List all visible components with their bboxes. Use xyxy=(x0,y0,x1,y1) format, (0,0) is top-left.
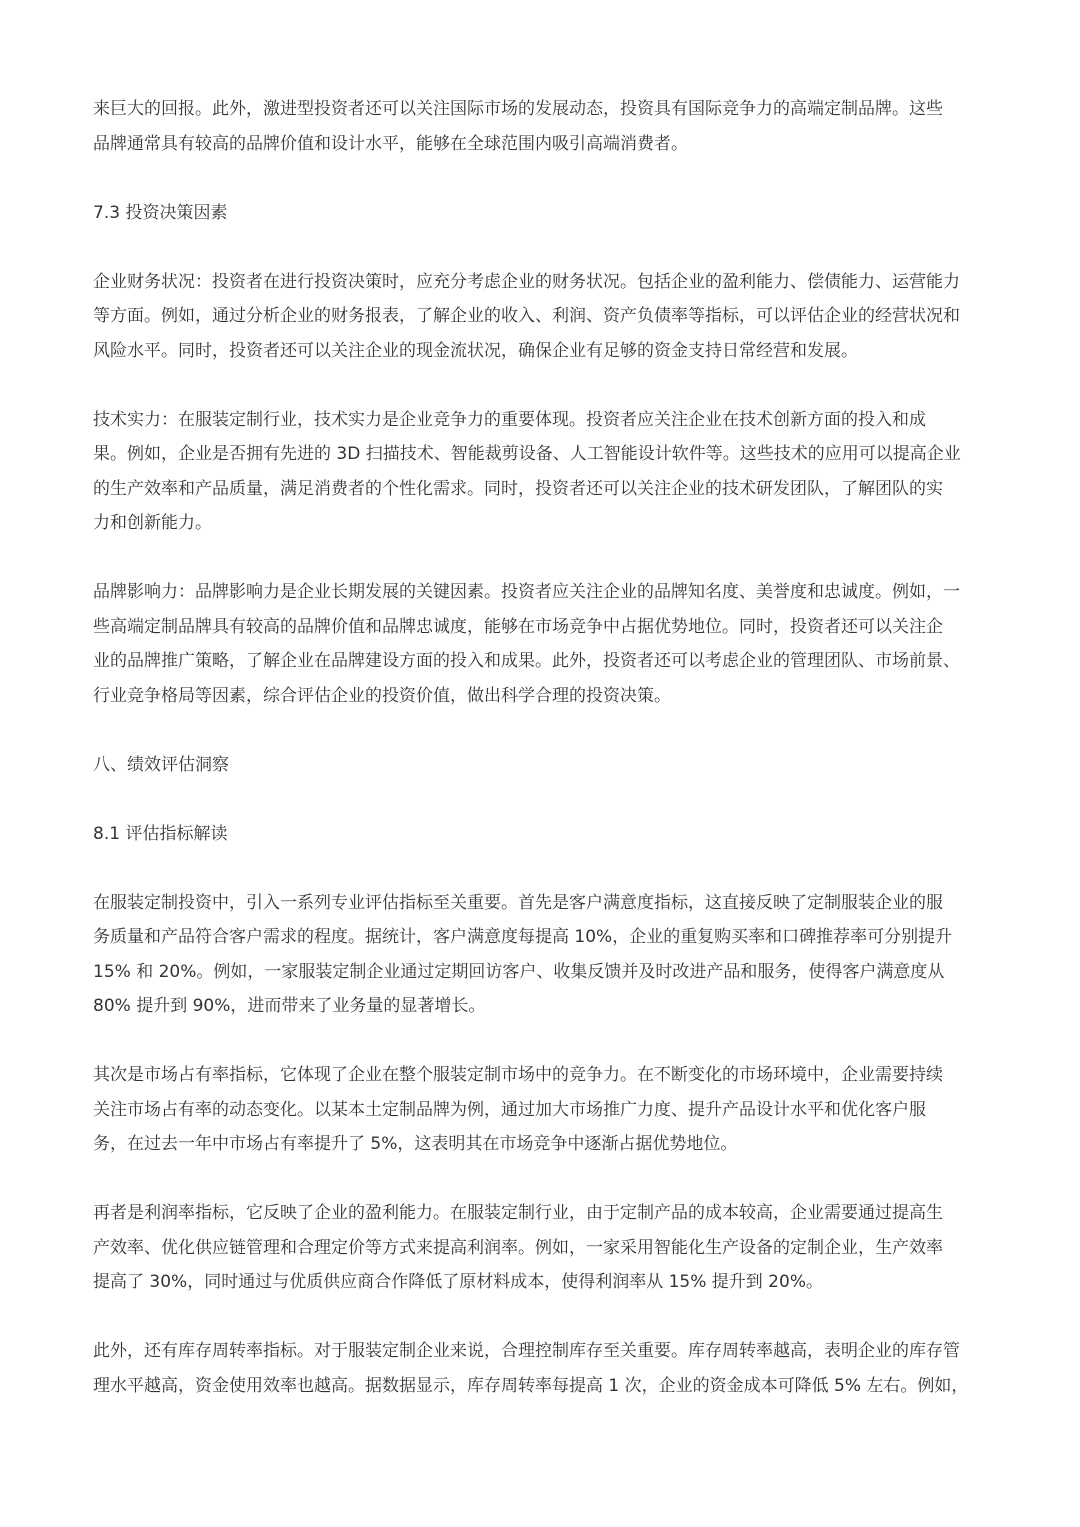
text-line: 的生产效率和产品质量，满足消费者的个性化需求。同时，投资者还可以关注企业的技术研发团队，了解团队的实 xyxy=(93,478,943,499)
text-line: 在服装定制投资中，引入一系列专业评估指标至关重要。首先是客户满意度指标，这直接反映了定制服装企业的服 xyxy=(93,892,943,913)
paragraph-financial-status xyxy=(93,265,993,369)
chapter-heading-8: 八、绩效评估洞察 xyxy=(93,754,229,775)
paragraph-technical-strength xyxy=(93,403,993,541)
section-heading-8-1: 8.1 评估指标解读 xyxy=(93,823,228,844)
text-line: 风险水平。同时，投资者还可以关注企业的现金流状况，确保企业有足够的资金支持日常经营和发展。 xyxy=(93,340,858,361)
text-line: 等方面。例如，通过分析企业的财务报表，了解企业的收入、利润、资产负债率等指标，可以评估企业的经营状况和 xyxy=(93,306,960,326)
paragraph-customer-satisfaction xyxy=(93,886,993,1024)
text-line: 务，在过去一年中市场占有率提升了 5%，这表明其在市场竞争中逐渐占据优势地位。 xyxy=(93,1134,738,1154)
text-line: 技术实力：在服装定制行业，技术实力是企业竞争力的重要体现。投资者应关注企业在技术创新方面的投入和成 xyxy=(93,409,926,430)
paragraph-inventory-turnover xyxy=(93,1334,993,1403)
text-line: 品牌影响力：品牌影响力是企业长期发展的关键因素。投资者应关注企业的品牌知名度、美誉度和忠诚度。例如，一 xyxy=(93,582,960,602)
text-line: 果。例如，企业是否拥有先进的 3D 扫描技术、智能裁剪设备、人工智能设计软件等。这些技术的应用可以提高企业 xyxy=(93,444,961,464)
text-line: 提高了 30%，同时通过与优质供应商合作降低了原材料成本，使得利润率从 15% 提升到 20%。 xyxy=(93,1272,823,1292)
text-line: 些高端定制品牌具有较高的品牌价值和品牌忠诚度，能够在市场竞争中占据优势地位。同时，投资者还可以关注企 xyxy=(93,616,943,637)
text-line: 再者是利润率指标，它反映了企业的盈利能力。在服装定制行业，由于定制产品的成本较高，企业需要通过提高生 xyxy=(93,1203,943,1223)
text-line: 理水平越高，资金使用效率也越高。据数据显示，库存周转率每提高 1 次，企业的资金成本可降低 5% 左右。例如， xyxy=(93,1375,969,1396)
text-line: 企业财务状况：投资者在进行投资决策时，应充分考虑企业的财务状况。包括企业的盈利能力、偿债能力、运营能力 xyxy=(93,271,960,292)
paragraph-intro-continuation xyxy=(93,92,993,161)
text-line: 产效率、优化供应链管理和合理定价等方式来提高利润率。例如，一家采用智能化生产设备的定制企业，生产效率 xyxy=(93,1237,943,1258)
paragraph-profit-margin xyxy=(93,1196,993,1300)
text-line: 业的品牌推广策略，了解企业在品牌建设方面的投入和成果。此外，投资者还可以考虑企业的管理团队、市场前景、 xyxy=(93,651,960,671)
text-line: 品牌通常具有较高的品牌价值和设计水平，能够在全球范围内吸引高端消费者。 xyxy=(93,133,688,154)
text-line: 80% 提升到 90%，进而带来了业务量的显著增长。 xyxy=(93,996,486,1016)
text-line: 力和创新能力。 xyxy=(93,513,212,533)
paragraph-brand-influence xyxy=(93,575,993,713)
text-line: 行业竞争格局等因素，综合评估企业的投资价值，做出科学合理的投资决策。 xyxy=(93,685,671,706)
text-line: 15% 和 20%。例如，一家服装定制企业通过定期回访客户、收集反馈并及时改进产品和服务，使得客户满意度从 xyxy=(93,961,945,982)
text-line: 来巨大的回报。此外，激进型投资者还可以关注国际市场的发展动态，投资具有国际竞争力的高端定制品牌。这些 xyxy=(93,99,943,119)
section-heading-7-3: 7.3 投资决策因素 xyxy=(93,202,228,223)
text-line: 此外，还有库存周转率指标。对于服装定制企业来说，合理控制库存至关重要。库存周转率越高，表明企业的库存管 xyxy=(93,1341,960,1361)
text-line: 其次是市场占有率指标，它体现了企业在整个服装定制市场中的竞争力。在不断变化的市场环境中，企业需要持续 xyxy=(93,1065,943,1085)
text-line: 务质量和产品符合客户需求的程度。据统计，客户满意度每提高 10%，企业的重复购买率和口碑推荐率可分别提升 xyxy=(93,927,953,947)
document-page xyxy=(93,92,993,1403)
text-line: 关注市场占有率的动态变化。以某本土定制品牌为例，通过加大市场推广力度、提升产品设计水平和优化客户服 xyxy=(93,1099,926,1120)
paragraph-market-share xyxy=(93,1058,993,1162)
